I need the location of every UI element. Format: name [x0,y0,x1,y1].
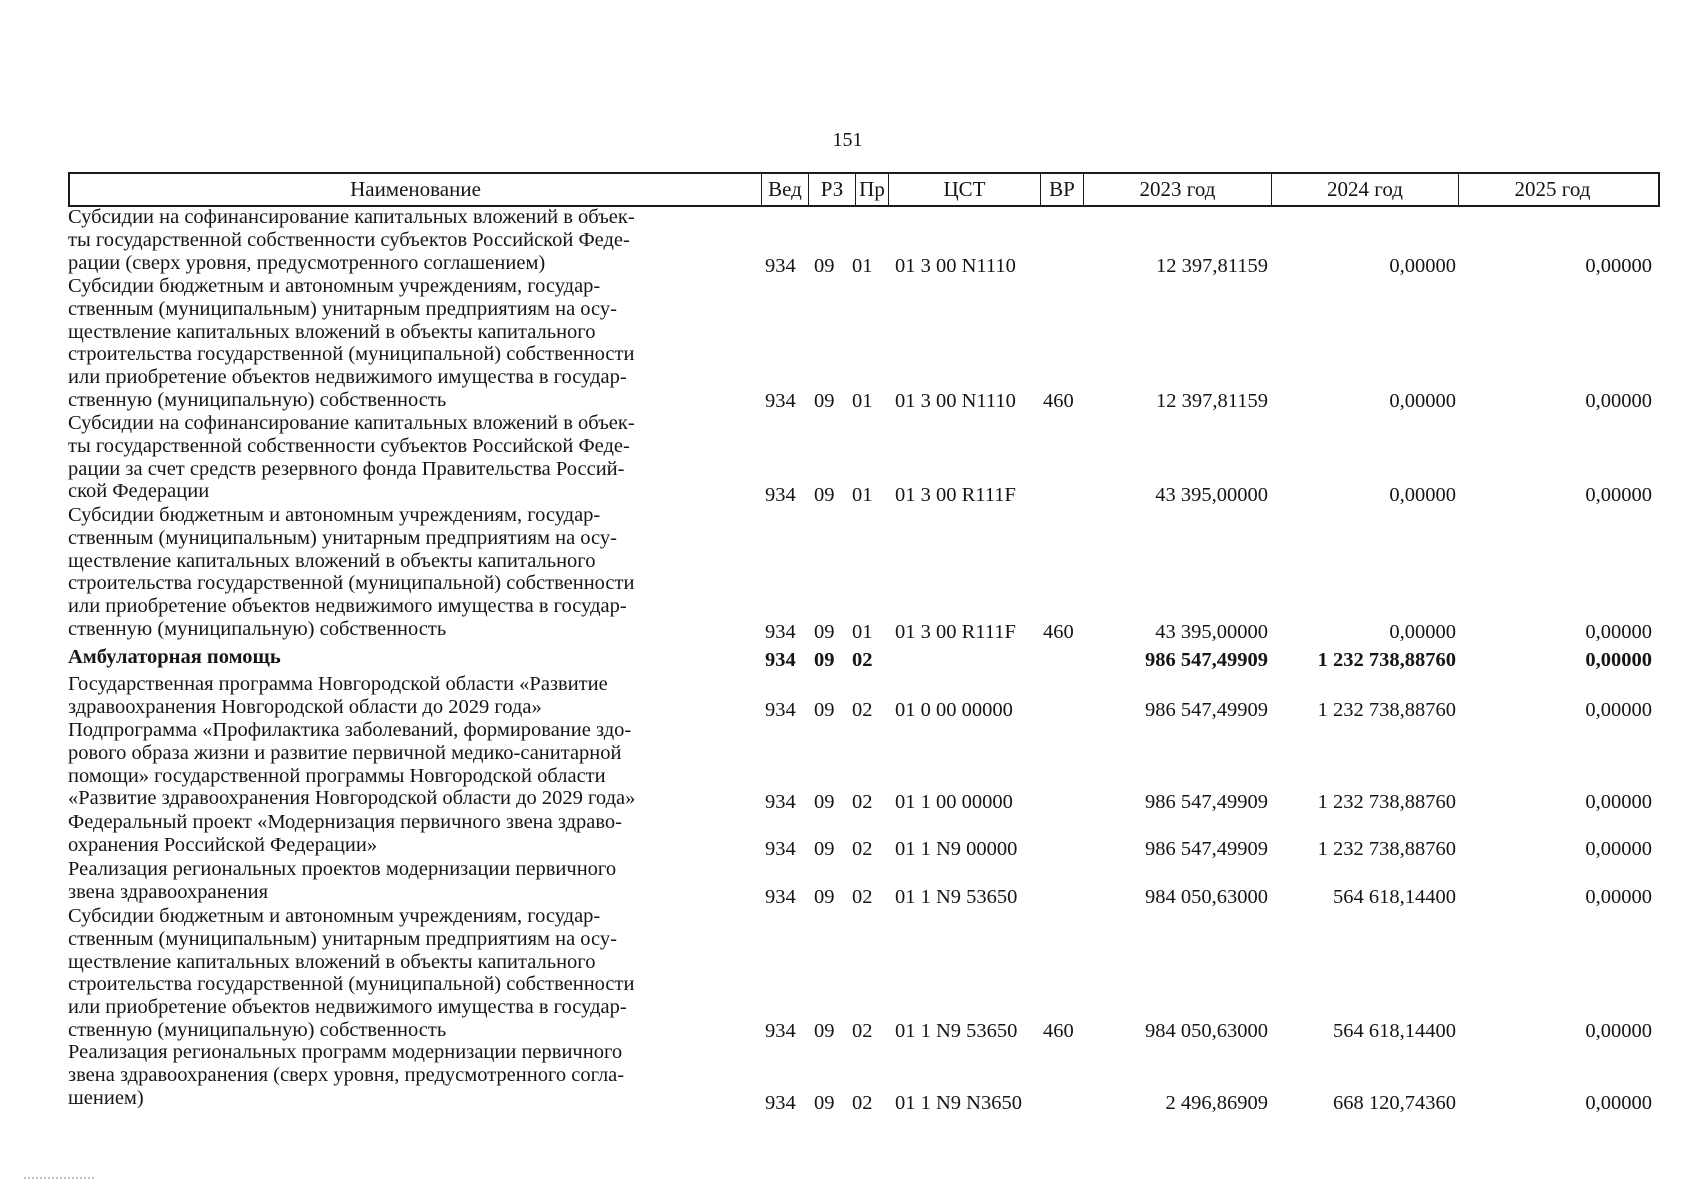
table-row [68,206,1660,278]
cell-rz: 09 [814,255,835,277]
cell-2023: 986 547,49909 [1145,791,1268,813]
row-name: Субсидии на софинансирование капитальных вложений в объек- ты государственной собственности субъектов Российской Феде- рации за счет средств резервного фонда Правительства Россий- ской Федерации [68,412,635,503]
row-name: Субсидии на софинансирование капитальных вложений в объек- ты государственной собственности субъектов Российской Феде- рации (сверх уровня, предусмотренного соглашением) [68,206,635,274]
cell-2025: 0,00000 [1585,699,1652,721]
row-name: Амбулаторная помощь [68,646,281,668]
cell-2023: 43 395,00000 [1155,621,1268,643]
cell-vr: 460 [1043,621,1074,643]
cell-pr: 02 [852,1092,873,1114]
cell-cst: 01 3 00 N1110 [895,255,1016,277]
cell-rz: 09 [814,390,835,412]
header-pr: Пр [855,174,888,205]
table-row [68,858,1660,909]
row-name: Субсидии бюджетным и автономным учреждениям, государ- ственным (муниципальным) унитарным предприятиям на осу- ществление капитальных вложений в объекты капитального строительства государственной (муниципальной) собственности или приобретение объектов недвижимого имущества в государ- ственную (муниципальную) собственность [68,275,635,411]
cell-rz: 09 [814,886,835,908]
header-name: Наименование [350,177,481,201]
row-name: Подпрограмма «Профилактика заболеваний, формирование здо- рового образа жизни и развитие первичной медико-санитарной помощи» государственной программы Новгородской области «Развитие здравоохранения Новгородской области до 2029 года» [68,719,636,810]
cell-2024: 564 618,14400 [1333,886,1456,908]
cell-2025: 0,00000 [1585,390,1652,412]
header-cst: ЦСТ [888,174,1040,205]
row-name: Реализация региональных программ модернизации первичного звена здравоохранения (сверх уровня, предусмотренного согла- шением) [68,1041,625,1109]
cell-2024: 1 232 738,88760 [1317,649,1456,671]
cell-2024: 0,00000 [1389,390,1456,412]
cell-pr: 02 [852,886,873,908]
cell-2024: 0,00000 [1389,484,1456,506]
cell-2025: 0,00000 [1585,1020,1652,1042]
cell-cst: 01 3 00 N1110 [895,390,1016,412]
header-ved: Вед [761,174,808,205]
cell-ved: 934 [765,649,796,671]
cell-pr: 01 [852,484,873,506]
cell-ved: 934 [765,1020,796,1042]
cell-rz: 09 [814,699,835,721]
cell-pr: 02 [852,699,873,721]
cell-ved: 934 [765,699,796,721]
cell-pr: 02 [852,1020,873,1042]
row-name: Федеральный проект «Модернизация первичного звена здраво- охранения Российской Федерации» [68,811,622,856]
cell-rz: 09 [814,1020,835,1042]
cell-2025: 0,00000 [1585,838,1652,860]
table-row [68,905,1660,1043]
header-2023: 2023 год [1083,174,1271,205]
cell-2024: 0,00000 [1389,255,1456,277]
cell-rz: 09 [814,621,835,643]
table-row [68,275,1660,413]
row-name: Субсидии бюджетным и автономным учреждениям, государ- ственным (муниципальным) унитарным предприятиям на осу- ществление капитальных вложений в объекты капитального строительства государственной (муниципальной) собственности или приобретение объектов недвижимого имущества в государ- ственную (муниципальную) собственность [68,504,635,640]
header-rz: РЗ [808,174,855,205]
row-name: Субсидии бюджетным и автономным учреждениям, государ- ственным (муниципальным) унитарным предприятиям на осу- ществление капитальных вложений в объекты капитального строительства государственной (муниципальной) собственности или приобретение объектов недвижимого имущества в государ- ственную (муниципальную) собственность [68,905,635,1041]
cell-ved: 934 [765,791,796,813]
cell-rz: 09 [814,1092,835,1114]
cell-2024: 0,00000 [1389,621,1456,643]
cell-rz: 09 [814,484,835,506]
cell-2023: 986 547,49909 [1145,649,1268,671]
cell-ved: 934 [765,255,796,277]
cell-2023: 986 547,49909 [1145,838,1268,860]
cell-rz: 09 [814,838,835,860]
table-row [68,412,1660,507]
cell-2025: 0,00000 [1585,649,1652,671]
cell-2023: 2 496,86909 [1165,1092,1268,1114]
cell-pr: 02 [852,649,873,671]
row-name: Государственная программа Новгородской области «Развитие здравоохранения Новгородской области до 2029 года» [68,673,608,718]
cell-ved: 934 [765,886,796,908]
header-vr: ВР [1040,174,1083,205]
cell-2024: 1 232 738,88760 [1317,699,1456,721]
cell-cst: 01 3 00 R111F [895,484,1016,506]
table-row [68,673,1660,722]
header-2025: 2025 год [1458,174,1646,205]
table-row [68,719,1660,814]
cell-pr: 01 [852,255,873,277]
cell-cst: 01 1 N9 N3650 [895,1092,1022,1114]
cell-2025: 0,00000 [1585,1092,1652,1114]
table-row [68,504,1660,644]
table-row [68,1041,1660,1115]
cell-2024: 564 618,14400 [1333,1020,1456,1042]
cell-ved: 934 [765,1092,796,1114]
cell-pr: 01 [852,621,873,643]
cell-2023: 12 397,81159 [1156,255,1268,277]
cell-2023: 43 395,00000 [1155,484,1268,506]
cell-pr: 01 [852,390,873,412]
cell-pr: 02 [852,791,873,813]
cell-ved: 934 [765,838,796,860]
cell-cst: 01 1 N9 00000 [895,838,1018,860]
scan-artifact [24,1177,94,1179]
cell-2023: 984 050,63000 [1145,1020,1268,1042]
cell-ved: 934 [765,390,796,412]
cell-rz: 09 [814,649,835,671]
cell-vr: 460 [1043,1020,1074,1042]
page-number: 151 [832,129,863,151]
cell-cst: 01 1 N9 53650 [895,1020,1018,1042]
cell-2023: 12 397,81159 [1156,390,1268,412]
cell-pr: 02 [852,838,873,860]
cell-2025: 0,00000 [1585,484,1652,506]
header-2024: 2024 год [1271,174,1458,205]
cell-2025: 0,00000 [1585,255,1652,277]
cell-vr: 460 [1043,390,1074,412]
row-name: Реализация региональных проектов модернизации первичного звена здравоохранения [68,858,617,903]
table-row [68,646,1660,672]
cell-2025: 0,00000 [1585,621,1652,643]
cell-2024: 668 120,74360 [1333,1092,1456,1114]
cell-cst: 01 1 00 00000 [895,791,1013,813]
table-header [68,172,1660,207]
cell-cst: 01 0 00 00000 [895,699,1013,721]
cell-cst: 01 3 00 R111F [895,621,1016,643]
cell-ved: 934 [765,621,796,643]
cell-2023: 986 547,49909 [1145,699,1268,721]
cell-2025: 0,00000 [1585,791,1652,813]
cell-rz: 09 [814,791,835,813]
cell-ved: 934 [765,484,796,506]
cell-cst: 01 1 N9 53650 [895,886,1018,908]
cell-2024: 1 232 738,88760 [1317,838,1456,860]
table-row [68,811,1660,861]
cell-2024: 1 232 738,88760 [1317,791,1456,813]
cell-2023: 984 050,63000 [1145,886,1268,908]
cell-2025: 0,00000 [1585,886,1652,908]
